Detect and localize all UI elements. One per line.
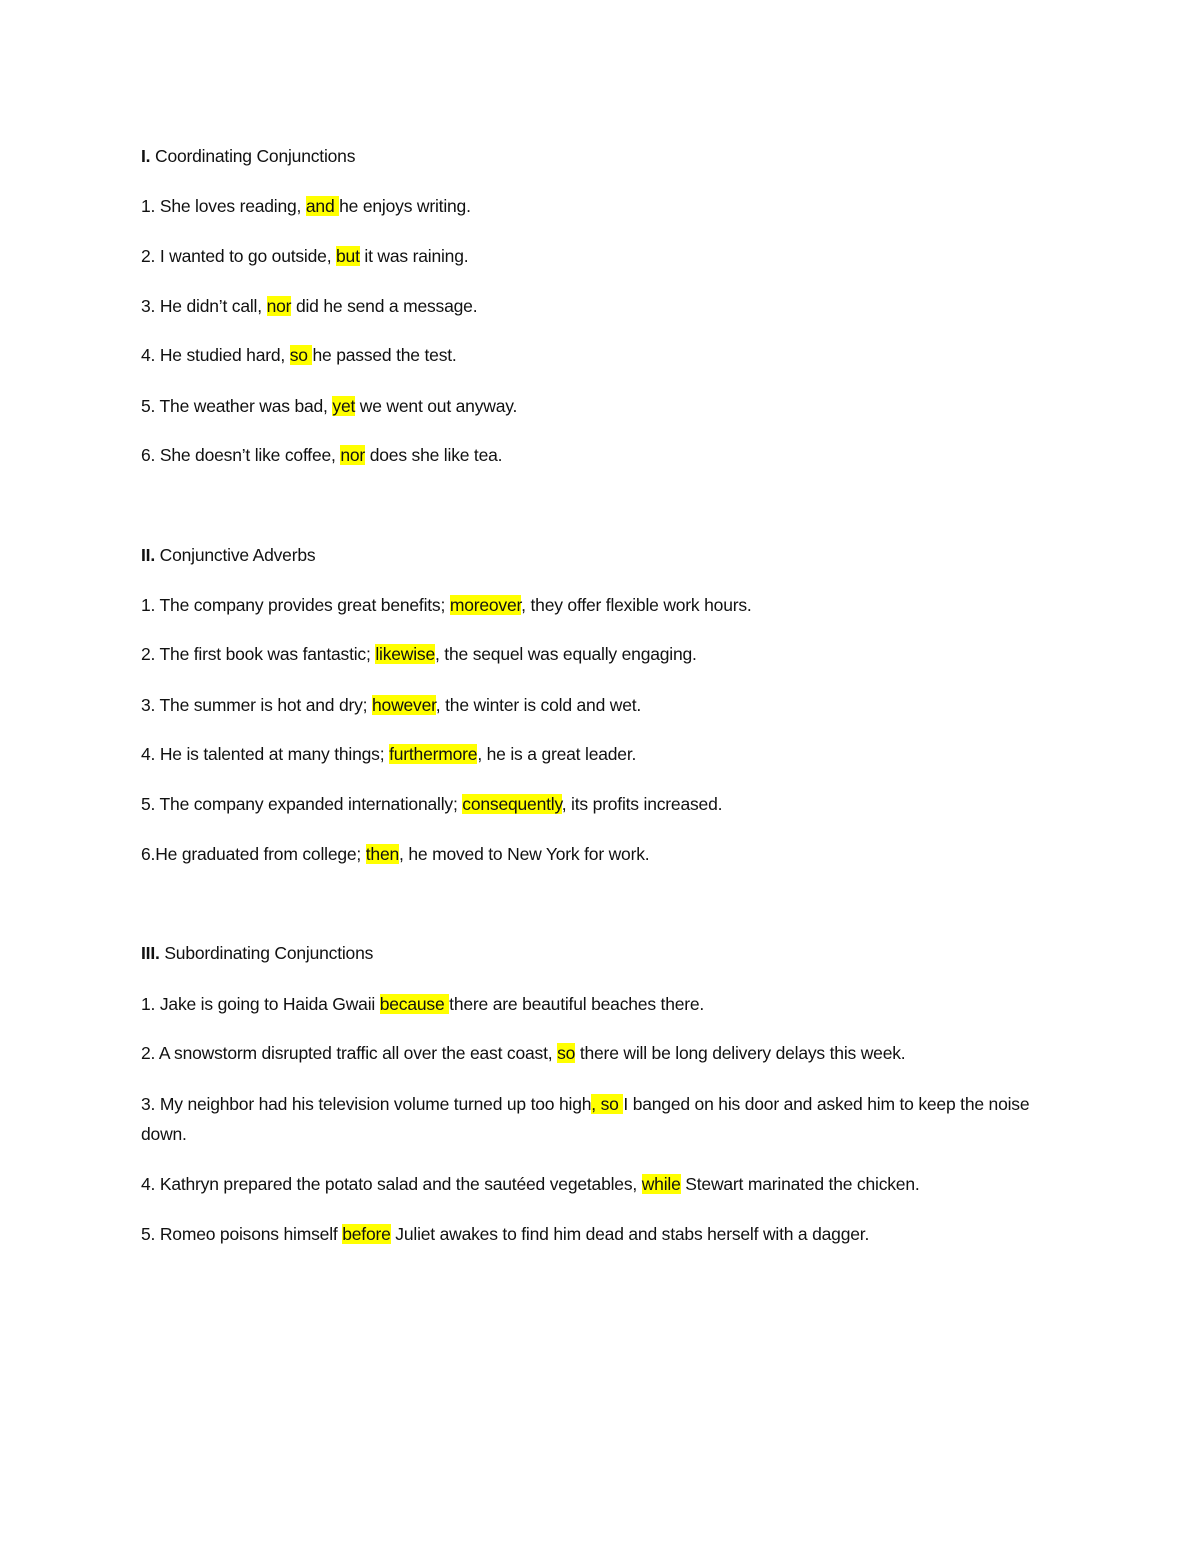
section-heading: III. Subordinating Conjunctions	[141, 943, 374, 963]
list-item: 3. The summer is hot and dry; however, the winter is cold and wet.	[141, 695, 642, 715]
list-item: 1. She loves reading, and he enjoys writing.	[141, 196, 471, 216]
list-item: 2. A snowstorm disrupted traffic all over the east coast, so there will be long delivery delays this week.	[141, 1043, 906, 1063]
section-heading: II. Conjunctive Adverbs	[141, 545, 316, 565]
section-heading: I. Coordinating Conjunctions	[141, 146, 356, 166]
list-item: 4. Kathryn prepared the potato salad and the sautéed vegetables, while Stewart marinated the chicken.	[141, 1174, 920, 1194]
list-item: 6.He graduated from college; then, he moved to New York for work.	[141, 844, 650, 864]
list-item: 4. He is talented at many things; furthermore, he is a great leader.	[141, 744, 637, 764]
list-item: 5. Romeo poisons himself before Juliet awakes to find him dead and stabs herself with a dagger.	[141, 1224, 870, 1244]
list-item: 1. The company provides great benefits; moreover, they offer flexible work hours.	[141, 595, 752, 615]
list-item: 2. I wanted to go outside, but it was raining.	[141, 246, 469, 266]
list-item: 6. She doesn’t like coffee, nor does she like tea.	[141, 445, 503, 465]
list-item: 3. He didn’t call, nor did he send a message.	[141, 296, 478, 316]
list-item: 3. My neighbor had his television volume turned up too high, so I banged on his door and asked him to keep the noise down.	[141, 1094, 1030, 1144]
list-item: 4. He studied hard, so he passed the test.	[141, 345, 457, 365]
list-item: 5. The weather was bad, yet we went out anyway.	[141, 396, 518, 416]
list-item: 1. Jake is going to Haida Gwaii because there are beautiful beaches there.	[141, 994, 705, 1014]
list-item: 5. The company expanded internationally; consequently, its profits increased.	[141, 794, 723, 814]
list-item: 2. The first book was fantastic; likewise, the sequel was equally engaging.	[141, 644, 697, 664]
